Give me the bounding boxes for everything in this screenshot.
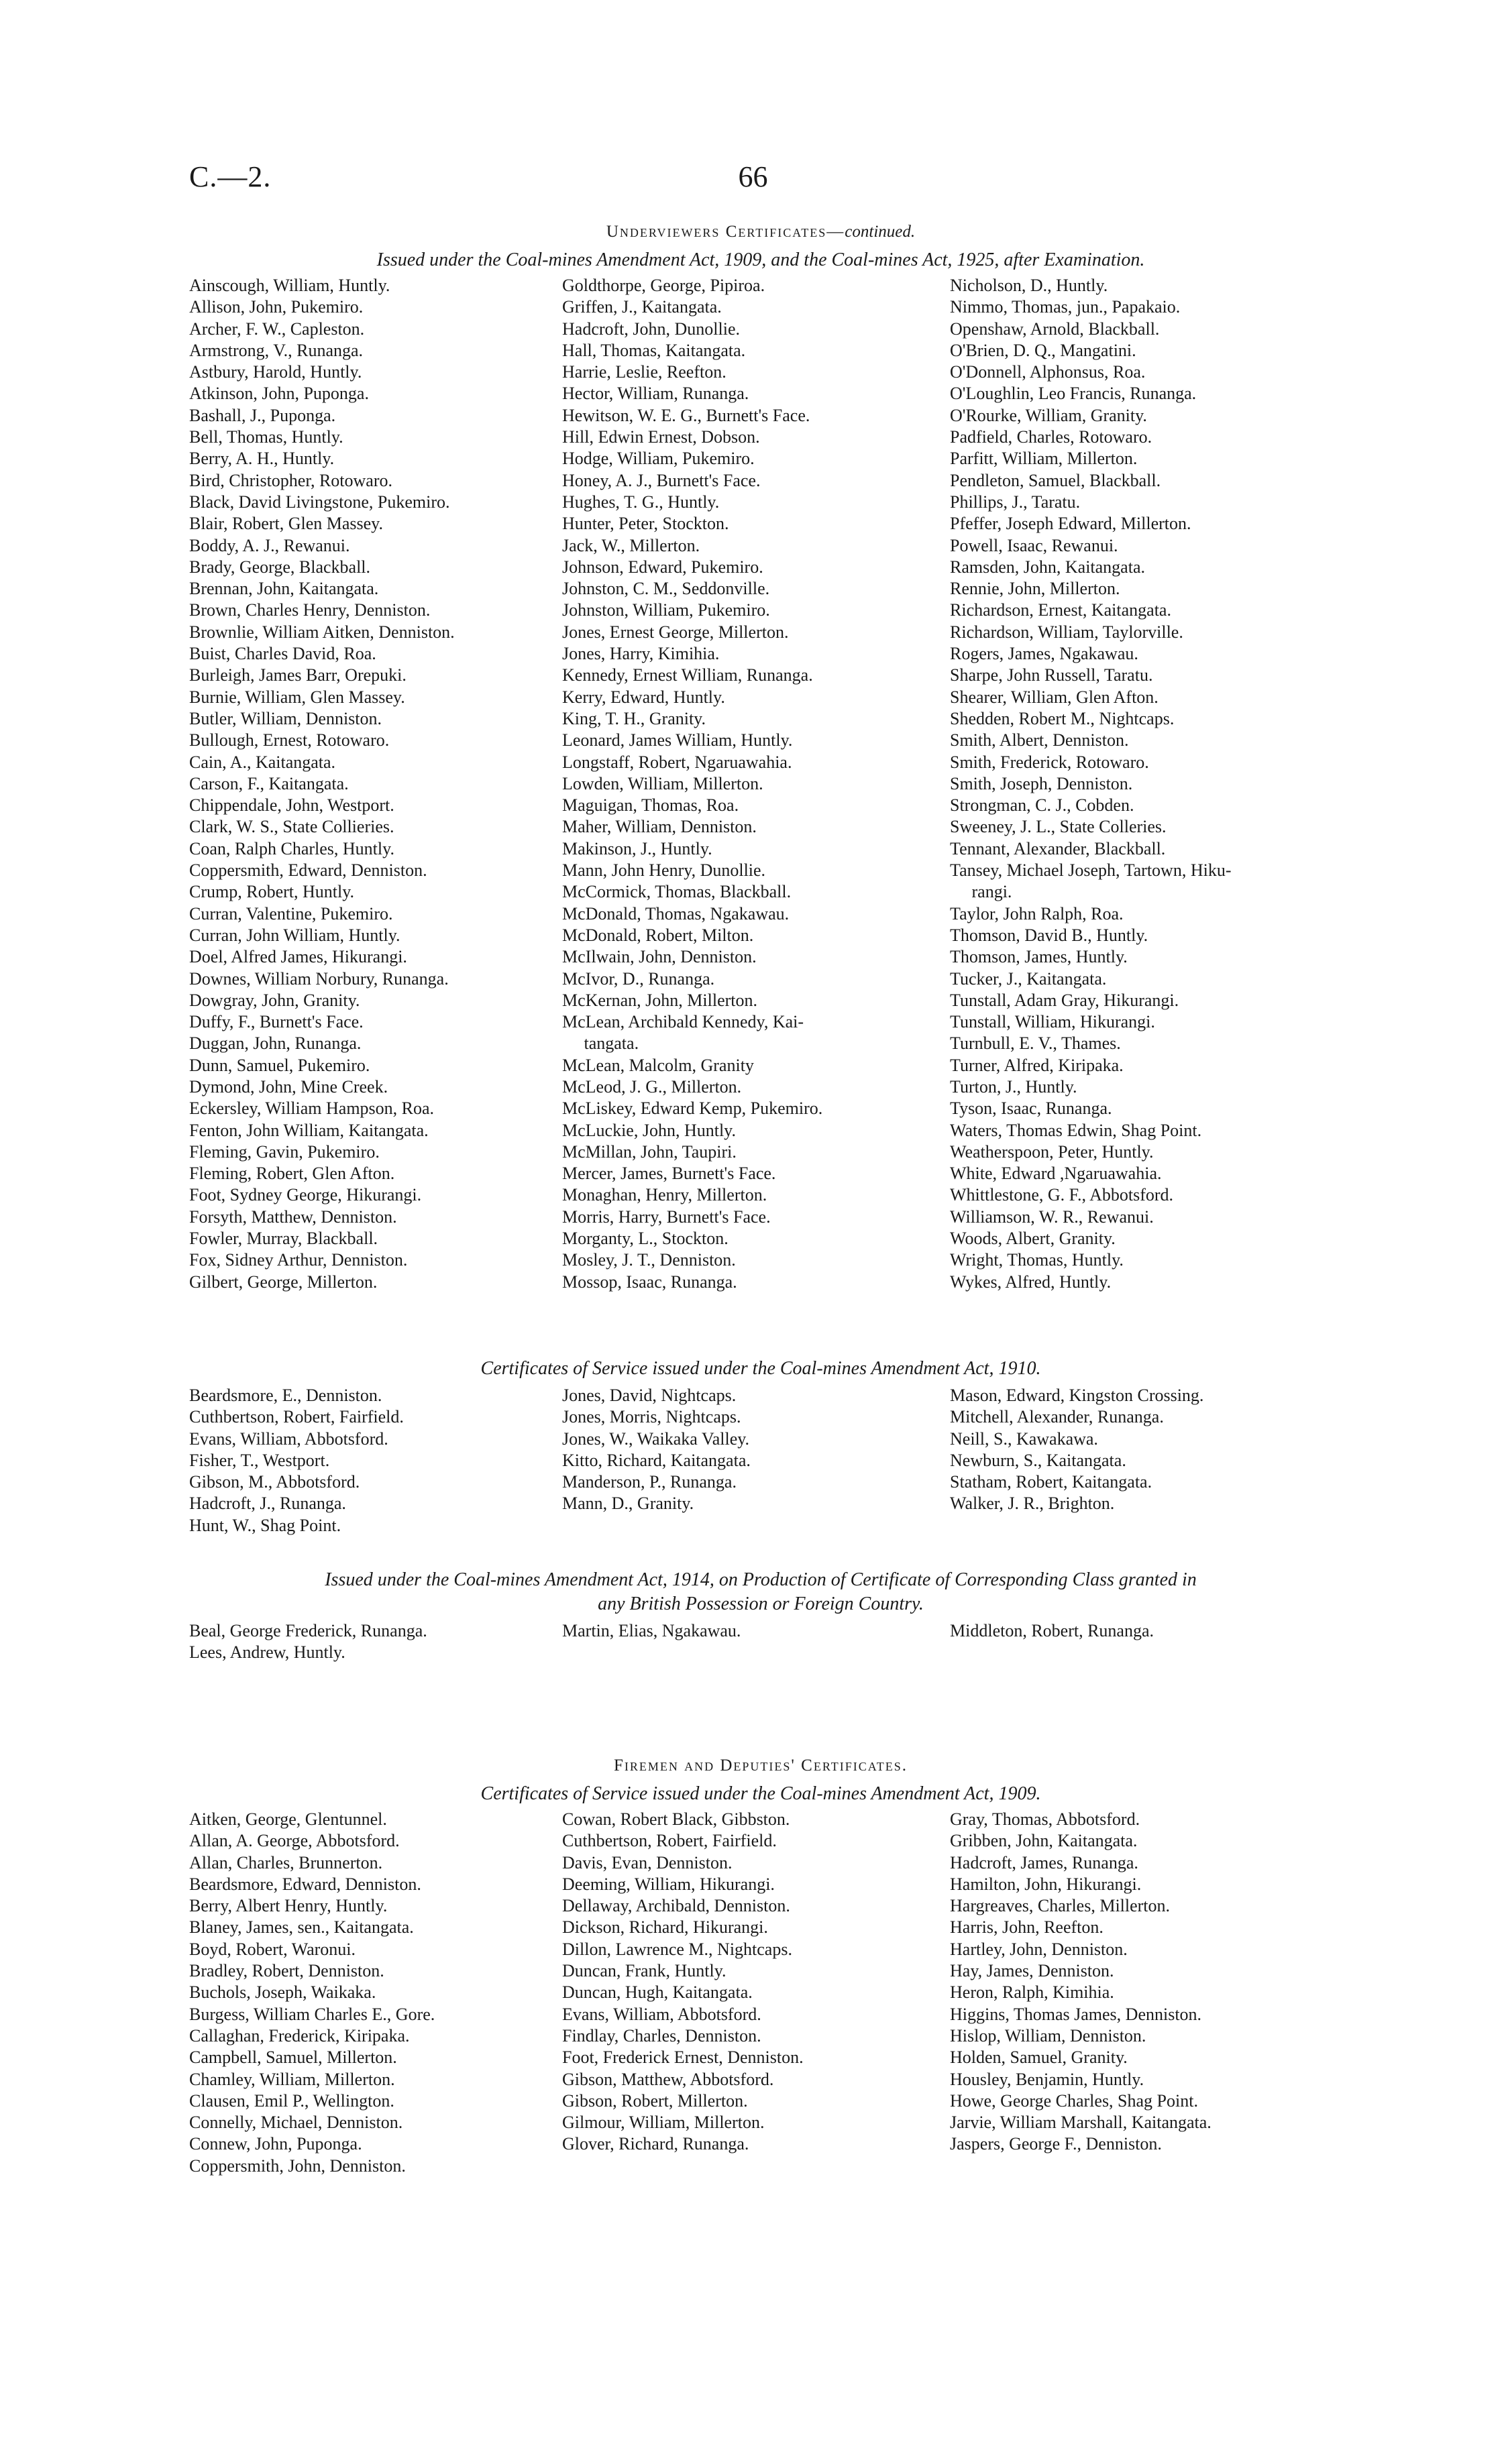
list-item: Turnbull, E. V., Thames. [950, 1033, 1121, 1054]
list-item: Johnston, C. M., Seddonville. [562, 579, 770, 599]
list-item: Statham, Robert, Kaitangata. [950, 1472, 1152, 1492]
list-item: Hughes, T. G., Huntly. [562, 492, 720, 512]
list-item: White, Edward ,Ngaruawahia. [950, 1164, 1162, 1184]
list-item: Goldthorpe, George, Pipiroa. [562, 276, 765, 295]
list-item: Hector, William, Runanga. [562, 384, 749, 404]
list-item: Callaghan, Frederick, Kiripaka. [189, 2025, 410, 2046]
list-item: Thomson, James, Huntly. [950, 947, 1128, 967]
list-item: Cain, A., Kaitangata. [189, 752, 336, 772]
section-subtitle-line-2: any British Possession or Foreign Country. [598, 1593, 924, 1614]
list-item: Tennant, Alexander, Blackball. [950, 838, 1166, 858]
list-item: Black, David Livingstone, Pukemiro. [189, 492, 450, 512]
name-column-1 [189, 275, 562, 1293]
list-item: Hay, James, Denniston. [950, 1961, 1114, 1981]
list-item: Jones, W., Waikaka Valley. [562, 1429, 750, 1449]
list-item: Duncan, Frank, Huntly. [562, 1961, 727, 1981]
list-item: Tunstall, Adam Gray, Hikurangi. [950, 990, 1179, 1010]
list-item: Dunn, Samuel, Pukemiro. [189, 1055, 370, 1075]
list-item: Maguigan, Thomas, Roa. [562, 795, 739, 816]
section-subtitle: Issued under the Coal-mines Amendment Act, 1909, and the Coal-mines Act, 1925, after Examination. [376, 249, 1145, 270]
list-item: Padfield, Charles, Rotowaro. [950, 427, 1152, 447]
list-item: McIlwain, John, Denniston. [562, 947, 757, 967]
list-item: Richardson, William, Taylorville. [950, 622, 1183, 642]
list-item: Waters, Thomas Edwin, Shag Point. [950, 1120, 1202, 1140]
list-item: Burnie, William, Glen Massey. [189, 687, 405, 707]
list-item: Tunstall, William, Hikurangi. [950, 1012, 1155, 1032]
list-item: Monaghan, Henry, Millerton. [562, 1185, 767, 1205]
list-item: Findlay, Charles, Denniston. [562, 2025, 761, 2046]
list-item: Gilbert, George, Millerton. [189, 1272, 378, 1292]
name-columns [189, 1385, 1332, 1536]
list-item: Jones, Harry, Kimihia. [562, 644, 720, 664]
list-item: Johnson, Edward, Pukemiro. [562, 557, 763, 577]
list-item: Thomson, David B., Huntly. [950, 925, 1148, 945]
list-item: Mason, Edward, Kingston Crossing. [950, 1386, 1204, 1405]
list-item: Brennan, John, Kaitangata. [189, 579, 379, 599]
list-item: Jarvie, William Marshall, Kaitangata. [950, 2113, 1212, 2133]
list-item: Berry, A. H., Huntly. [189, 449, 335, 469]
list-item: Morris, Harry, Burnett's Face. [562, 1207, 771, 1227]
list-item: Burleigh, James Barr, Orepuki. [189, 665, 407, 685]
list-item: O'Rourke, William, Granity. [950, 405, 1147, 425]
list-item: Hill, Edwin Ernest, Dobson. [562, 427, 760, 447]
list-item: Strongman, C. J., Cobden. [950, 795, 1134, 816]
underviewers-section [189, 223, 1332, 1293]
list-item: Dillon, Lawrence M., Nightcaps. [562, 1939, 792, 1959]
list-item: Chippendale, John, Westport. [189, 795, 394, 816]
list-item: McLuckie, John, Huntly. [562, 1120, 736, 1140]
list-item: Griffen, J., Kaitangata. [562, 297, 722, 317]
list-item: Dickson, Richard, Hikurangi. [562, 1917, 768, 1938]
list-item: Turton, J., Huntly. [950, 1076, 1077, 1097]
list-item: Weatherspoon, Peter, Huntly. [950, 1141, 1154, 1162]
list-item: Gibson, M., Abbotsford. [189, 1472, 360, 1492]
list-item: Maher, William, Denniston. [562, 817, 757, 837]
list-item: Beardsmore, Edward, Denniston. [189, 1874, 421, 1894]
list-item: Armstrong, V., Runanga. [189, 340, 364, 360]
list-item: Connelly, Michael, Denniston. [189, 2113, 403, 2133]
section-title-main: Underviewers Certificates— [606, 223, 845, 241]
name-column-3 [950, 1809, 1332, 2177]
page-number: 66 [738, 160, 768, 193]
list-item: Mann, D., Granity. [562, 1494, 694, 1514]
list-item: Powell, Isaac, Rewanui. [950, 535, 1118, 555]
list-item: Archer, F. W., Capleston. [189, 319, 365, 339]
list-item: Morganty, L., Stockton. [562, 1229, 729, 1249]
list-item: Eckersley, William Hampson, Roa. [189, 1099, 435, 1119]
list-item: Aitken, George, Glentunnel. [189, 1809, 387, 1829]
foreign-certificate-section [189, 1568, 1332, 1664]
list-item: rangi. [950, 882, 1012, 902]
list-item: Astbury, Harold, Huntly. [189, 362, 362, 382]
list-item: McDonald, Robert, Milton. [562, 925, 754, 945]
list-item: Butler, William, Denniston. [189, 708, 382, 728]
list-item: McLiskey, Edward Kemp, Pukemiro. [562, 1099, 823, 1119]
list-item: Housley, Benjamin, Huntly. [950, 2069, 1144, 2089]
list-item: Fox, Sidney Arthur, Denniston. [189, 1250, 408, 1270]
list-item: Curran, Valentine, Pukemiro. [189, 903, 393, 923]
list-item: Gilmour, William, Millerton. [562, 2113, 765, 2133]
list-item: Cowan, Robert Black, Gibbston. [562, 1809, 790, 1829]
list-item: Kerry, Edward, Huntly. [562, 687, 725, 707]
list-item: Boyd, Robert, Waronui. [189, 1939, 356, 1959]
name-column-2 [562, 1620, 950, 1664]
section-subtitle-line-1: Issued under the Coal-mines Amendment Act, 1914, on Production of Certificate of Corresponding Class granted in [325, 1569, 1197, 1590]
list-item: Clausen, Emil P., Wellington. [189, 2090, 394, 2111]
list-item: Allan, A. George, Abbotsford. [189, 1831, 400, 1851]
list-item: Coppersmith, Edward, Denniston. [189, 860, 427, 881]
list-item: Tucker, J., Kaitangata. [950, 968, 1107, 989]
list-item: Doel, Alfred James, Hikurangi. [189, 947, 407, 967]
list-item: McDonald, Thomas, Ngakawau. [562, 903, 790, 923]
list-item: Kennedy, Ernest William, Runanga. [562, 665, 813, 685]
name-column-3 [950, 275, 1332, 1293]
list-item: Newburn, S., Kaitangata. [950, 1450, 1126, 1470]
list-item: Hargreaves, Charles, Millerton. [950, 1896, 1171, 1916]
list-item: Dellaway, Archibald, Denniston. [562, 1896, 790, 1916]
list-item: Fleming, Gavin, Pukemiro. [189, 1141, 380, 1162]
list-item: Gibson, Matthew, Abbotsford. [562, 2069, 774, 2089]
list-item: Duncan, Hugh, Kaitangata. [562, 1982, 753, 2003]
name-column-3 [950, 1385, 1332, 1536]
list-item: Duffy, F., Burnett's Face. [189, 1012, 364, 1032]
list-item: O'Loughlin, Leo Francis, Runanga. [950, 384, 1197, 404]
list-item: Hadcroft, John, Dunollie. [562, 319, 741, 339]
list-item: Pfeffer, Joseph Edward, Millerton. [950, 514, 1191, 534]
list-item: Tyson, Isaac, Runanga. [950, 1099, 1112, 1119]
section-title: Firemen and Deputies' Certificates. [613, 1756, 908, 1775]
list-item: Parfitt, William, Millerton. [950, 449, 1138, 469]
list-item: Harris, John, Reefton. [950, 1917, 1104, 1938]
list-item: Longstaff, Robert, Ngaruawahia. [562, 752, 792, 772]
list-item: O'Donnell, Alphonsus, Roa. [950, 362, 1146, 382]
list-item: Hodge, William, Pukemiro. [562, 449, 755, 469]
name-columns [189, 275, 1332, 1293]
list-item: Kitto, Richard, Kaitangata. [562, 1450, 751, 1470]
list-item: Gibson, Robert, Millerton. [562, 2090, 748, 2111]
list-item: Williamson, W. R., Rewanui. [950, 1207, 1154, 1227]
list-item: Harrie, Leslie, Reefton. [562, 362, 727, 382]
list-item: tangata. [562, 1033, 639, 1054]
list-item: McLean, Archibald Kennedy, Kai- [562, 1012, 804, 1032]
list-item: Campbell, Samuel, Millerton. [189, 2048, 397, 2068]
name-columns [189, 1809, 1332, 2177]
list-item: Downes, William Norbury, Runanga. [189, 968, 449, 989]
list-item: Clark, W. S., State Collieries. [189, 817, 394, 837]
list-item: Beardsmore, E., Denniston. [189, 1386, 382, 1405]
list-item: McMillan, John, Taupiri. [562, 1141, 737, 1162]
list-item: Blaney, James, sen., Kaitangata. [189, 1917, 414, 1938]
list-item: Gribben, John, Kaitangata. [950, 1831, 1138, 1851]
list-item: Sweeney, J. L., State Colleries. [950, 817, 1167, 837]
list-item: Coan, Ralph Charles, Huntly. [189, 838, 394, 858]
list-item: Ainscough, William, Huntly. [189, 276, 390, 295]
list-item: Ramsden, John, Kaitangata. [950, 557, 1145, 577]
list-item: Lees, Andrew, Huntly. [189, 1642, 345, 1663]
list-item: Brown, Charles Henry, Denniston. [189, 600, 431, 620]
list-item: Mitchell, Alexander, Runanga. [950, 1407, 1164, 1427]
list-item: Davis, Evan, Denniston. [562, 1852, 733, 1872]
list-item: Wykes, Alfred, Huntly. [950, 1272, 1112, 1292]
list-item: Holden, Samuel, Granity. [950, 2048, 1128, 2068]
list-item: Walker, J. R., Brighton. [950, 1494, 1115, 1514]
list-item: Mosley, J. T., Denniston. [562, 1250, 736, 1270]
list-item: Jones, Morris, Nightcaps. [562, 1407, 741, 1427]
list-item: Bashall, J., Puponga. [189, 405, 336, 425]
list-item: Neill, S., Kawakawa. [950, 1429, 1098, 1449]
list-item: Hunter, Peter, Stockton. [562, 514, 729, 534]
list-item: Coppersmith, John, Denniston. [189, 2155, 406, 2176]
list-item: Cuthbertson, Robert, Fairfield. [189, 1407, 404, 1427]
list-item: Foot, Frederick Ernest, Denniston. [562, 2048, 804, 2068]
list-item: Leonard, James William, Huntly. [562, 730, 793, 750]
list-item: Connew, John, Puponga. [189, 2134, 362, 2154]
list-item: Curran, John William, Huntly. [189, 925, 400, 945]
list-item: Beal, George Frederick, Runanga. [189, 1621, 427, 1640]
list-item: Dowgray, John, Granity. [189, 990, 360, 1010]
list-item: Jones, David, Nightcaps. [562, 1386, 737, 1405]
name-column-1 [189, 1620, 562, 1664]
list-item: Honey, A. J., Burnett's Face. [562, 470, 761, 490]
list-item: Makinson, J., Huntly. [562, 838, 712, 858]
list-item: Allison, John, Pukemiro. [189, 297, 364, 317]
list-item: Manderson, P., Runanga. [562, 1472, 737, 1492]
list-item: Hewitson, W. E. G., Burnett's Face. [562, 405, 810, 425]
name-columns [189, 1620, 1332, 1664]
list-item: Fleming, Robert, Glen Afton. [189, 1164, 395, 1184]
service-1910-section [189, 1357, 1332, 1536]
list-item: Jack, W., Millerton. [562, 535, 700, 555]
name-column-2 [562, 1385, 950, 1536]
list-item: Nimmo, Thomas, jun., Papakaio. [950, 297, 1181, 317]
list-item: Nicholson, D., Huntly. [950, 276, 1108, 295]
list-item: Foot, Sydney George, Hikurangi. [189, 1185, 422, 1205]
list-item: Mercer, James, Burnett's Face. [562, 1164, 776, 1184]
list-item: Woods, Albert, Granity. [950, 1229, 1116, 1249]
list-item: Hall, Thomas, Kaitangata. [562, 340, 746, 360]
list-item: Buist, Charles David, Roa. [189, 644, 376, 664]
list-item: Smith, Joseph, Denniston. [950, 773, 1133, 793]
list-item: Boddy, A. J., Rewanui. [189, 535, 350, 555]
list-item: Gray, Thomas, Abbotsford. [950, 1809, 1140, 1829]
name-column-1 [189, 1385, 562, 1536]
list-item: McKernan, John, Millerton. [562, 990, 758, 1010]
list-item: Crump, Robert, Huntly. [189, 882, 355, 902]
list-item: Howe, George Charles, Shag Point. [950, 2090, 1198, 2111]
list-item: Brownlie, William Aitken, Denniston. [189, 622, 455, 642]
list-item: Lowden, William, Millerton. [562, 773, 763, 793]
list-item: Whittlestone, G. F., Abbotsford. [950, 1185, 1174, 1205]
list-item: Hislop, William, Denniston. [950, 2025, 1146, 2046]
list-item: Chamley, William, Millerton. [189, 2069, 395, 2089]
name-column-2 [562, 1809, 950, 2177]
list-item: Sharpe, John Russell, Taratu. [950, 665, 1153, 685]
list-item: Buchols, Joseph, Waikaka. [189, 1982, 376, 2003]
list-item: Rennie, John, Millerton. [950, 579, 1120, 599]
list-item: Shearer, William, Glen Afton. [950, 687, 1159, 707]
list-item: Bell, Thomas, Huntly. [189, 427, 343, 447]
list-item: Hamilton, John, Hikurangi. [950, 1874, 1142, 1894]
list-item: Hadcroft, James, Runanga. [950, 1852, 1138, 1872]
list-item: Jones, Ernest George, Millerton. [562, 622, 789, 642]
list-item: Fisher, T., Westport. [189, 1450, 330, 1470]
list-item: Blair, Robert, Glen Massey. [189, 514, 383, 534]
list-item: Bradley, Robert, Denniston. [189, 1961, 384, 1981]
section-subtitle: Certificates of Service issued under the Coal-mines Amendment Act, 1909. [480, 1783, 1041, 1804]
list-item: King, T. H., Granity. [562, 708, 706, 728]
list-item: Mossop, Isaac, Runanga. [562, 1272, 737, 1292]
list-item: Cuthbertson, Robert, Fairfield. [562, 1831, 777, 1851]
list-item: Dymond, John, Mine Creek. [189, 1076, 388, 1097]
list-item: Wright, Thomas, Huntly. [950, 1250, 1124, 1270]
list-item: Bullough, Ernest, Rotowaro. [189, 730, 390, 750]
name-column-3 [950, 1620, 1332, 1664]
list-item: Glover, Richard, Runanga. [562, 2134, 749, 2154]
list-item: Allan, Charles, Brunnerton. [189, 1852, 383, 1872]
page-header [189, 160, 1317, 200]
list-item: Burgess, William Charles E., Gore. [189, 2004, 435, 2024]
list-item: Mann, John Henry, Dunollie. [562, 860, 766, 881]
list-item: O'Brien, D. Q., Mangatini. [950, 340, 1136, 360]
list-item: Hunt, W., Shag Point. [189, 1515, 341, 1535]
list-item: Hartley, John, Denniston. [950, 1939, 1128, 1959]
firemen-deputies-section [189, 1756, 1332, 2177]
list-item: Heron, Ralph, Kimihia. [950, 1982, 1114, 2003]
list-item: Martin, Elias, Ngakawau. [562, 1621, 741, 1640]
name-column-2 [562, 275, 950, 1293]
list-item: Middleton, Robert, Runanga. [950, 1621, 1154, 1640]
list-item: Jaspers, George F., Denniston. [950, 2134, 1162, 2154]
list-item: McLeod, J. G., Millerton. [562, 1076, 742, 1097]
list-item: Johnston, William, Pukemiro. [562, 600, 770, 620]
list-item: Higgins, Thomas James, Denniston. [950, 2004, 1202, 2024]
list-item: Duggan, John, Runanga. [189, 1033, 362, 1054]
list-item: Fowler, Murray, Blackball. [189, 1229, 378, 1249]
list-item: Hadcroft, J., Runanga. [189, 1494, 346, 1514]
list-item: Smith, Albert, Denniston. [950, 730, 1129, 750]
list-item: Atkinson, John, Puponga. [189, 384, 369, 404]
section-title [189, 223, 1332, 241]
list-item: McCormick, Thomas, Blackball. [562, 882, 792, 902]
list-item: Phillips, J., Taratu. [950, 492, 1081, 512]
list-item: Carson, F., Kaitangata. [189, 773, 349, 793]
list-item: Evans, William, Abbotsford. [189, 1429, 388, 1449]
list-item: Shedden, Robert M., Nightcaps. [950, 708, 1175, 728]
section-subtitle: Certificates of Service issued under the Coal-mines Amendment Act, 1910. [480, 1358, 1041, 1379]
section-title-continued: continued. [845, 223, 916, 241]
list-item: Openshaw, Arnold, Blackball. [950, 319, 1160, 339]
list-item: Berry, Albert Henry, Huntly. [189, 1896, 388, 1916]
list-item: McIvor, D., Runanga. [562, 968, 715, 989]
list-item: Richardson, Ernest, Kaitangata. [950, 600, 1171, 620]
name-column-1 [189, 1809, 562, 2177]
list-item: Smith, Frederick, Rotowaro. [950, 752, 1149, 772]
list-item: Taylor, John Ralph, Roa. [950, 903, 1124, 923]
list-item: Deeming, William, Hikurangi. [562, 1874, 775, 1894]
list-item: Fenton, John William, Kaitangata. [189, 1120, 429, 1140]
list-item: Tansey, Michael Joseph, Tartown, Hiku- [950, 860, 1232, 881]
list-item: McLean, Malcolm, Granity [562, 1055, 754, 1075]
list-item: Bird, Christopher, Rotowaro. [189, 470, 392, 490]
list-item: Brady, George, Blackball. [189, 557, 371, 577]
list-item: Rogers, James, Ngakawau. [950, 644, 1138, 664]
list-item: Turner, Alfred, Kiripaka. [950, 1055, 1124, 1075]
list-item: Evans, William, Abbotsford. [562, 2004, 761, 2024]
list-item: Pendleton, Samuel, Blackball. [950, 470, 1161, 490]
list-item: Forsyth, Matthew, Denniston. [189, 1207, 397, 1227]
report-reference: C.—2. [189, 160, 272, 193]
